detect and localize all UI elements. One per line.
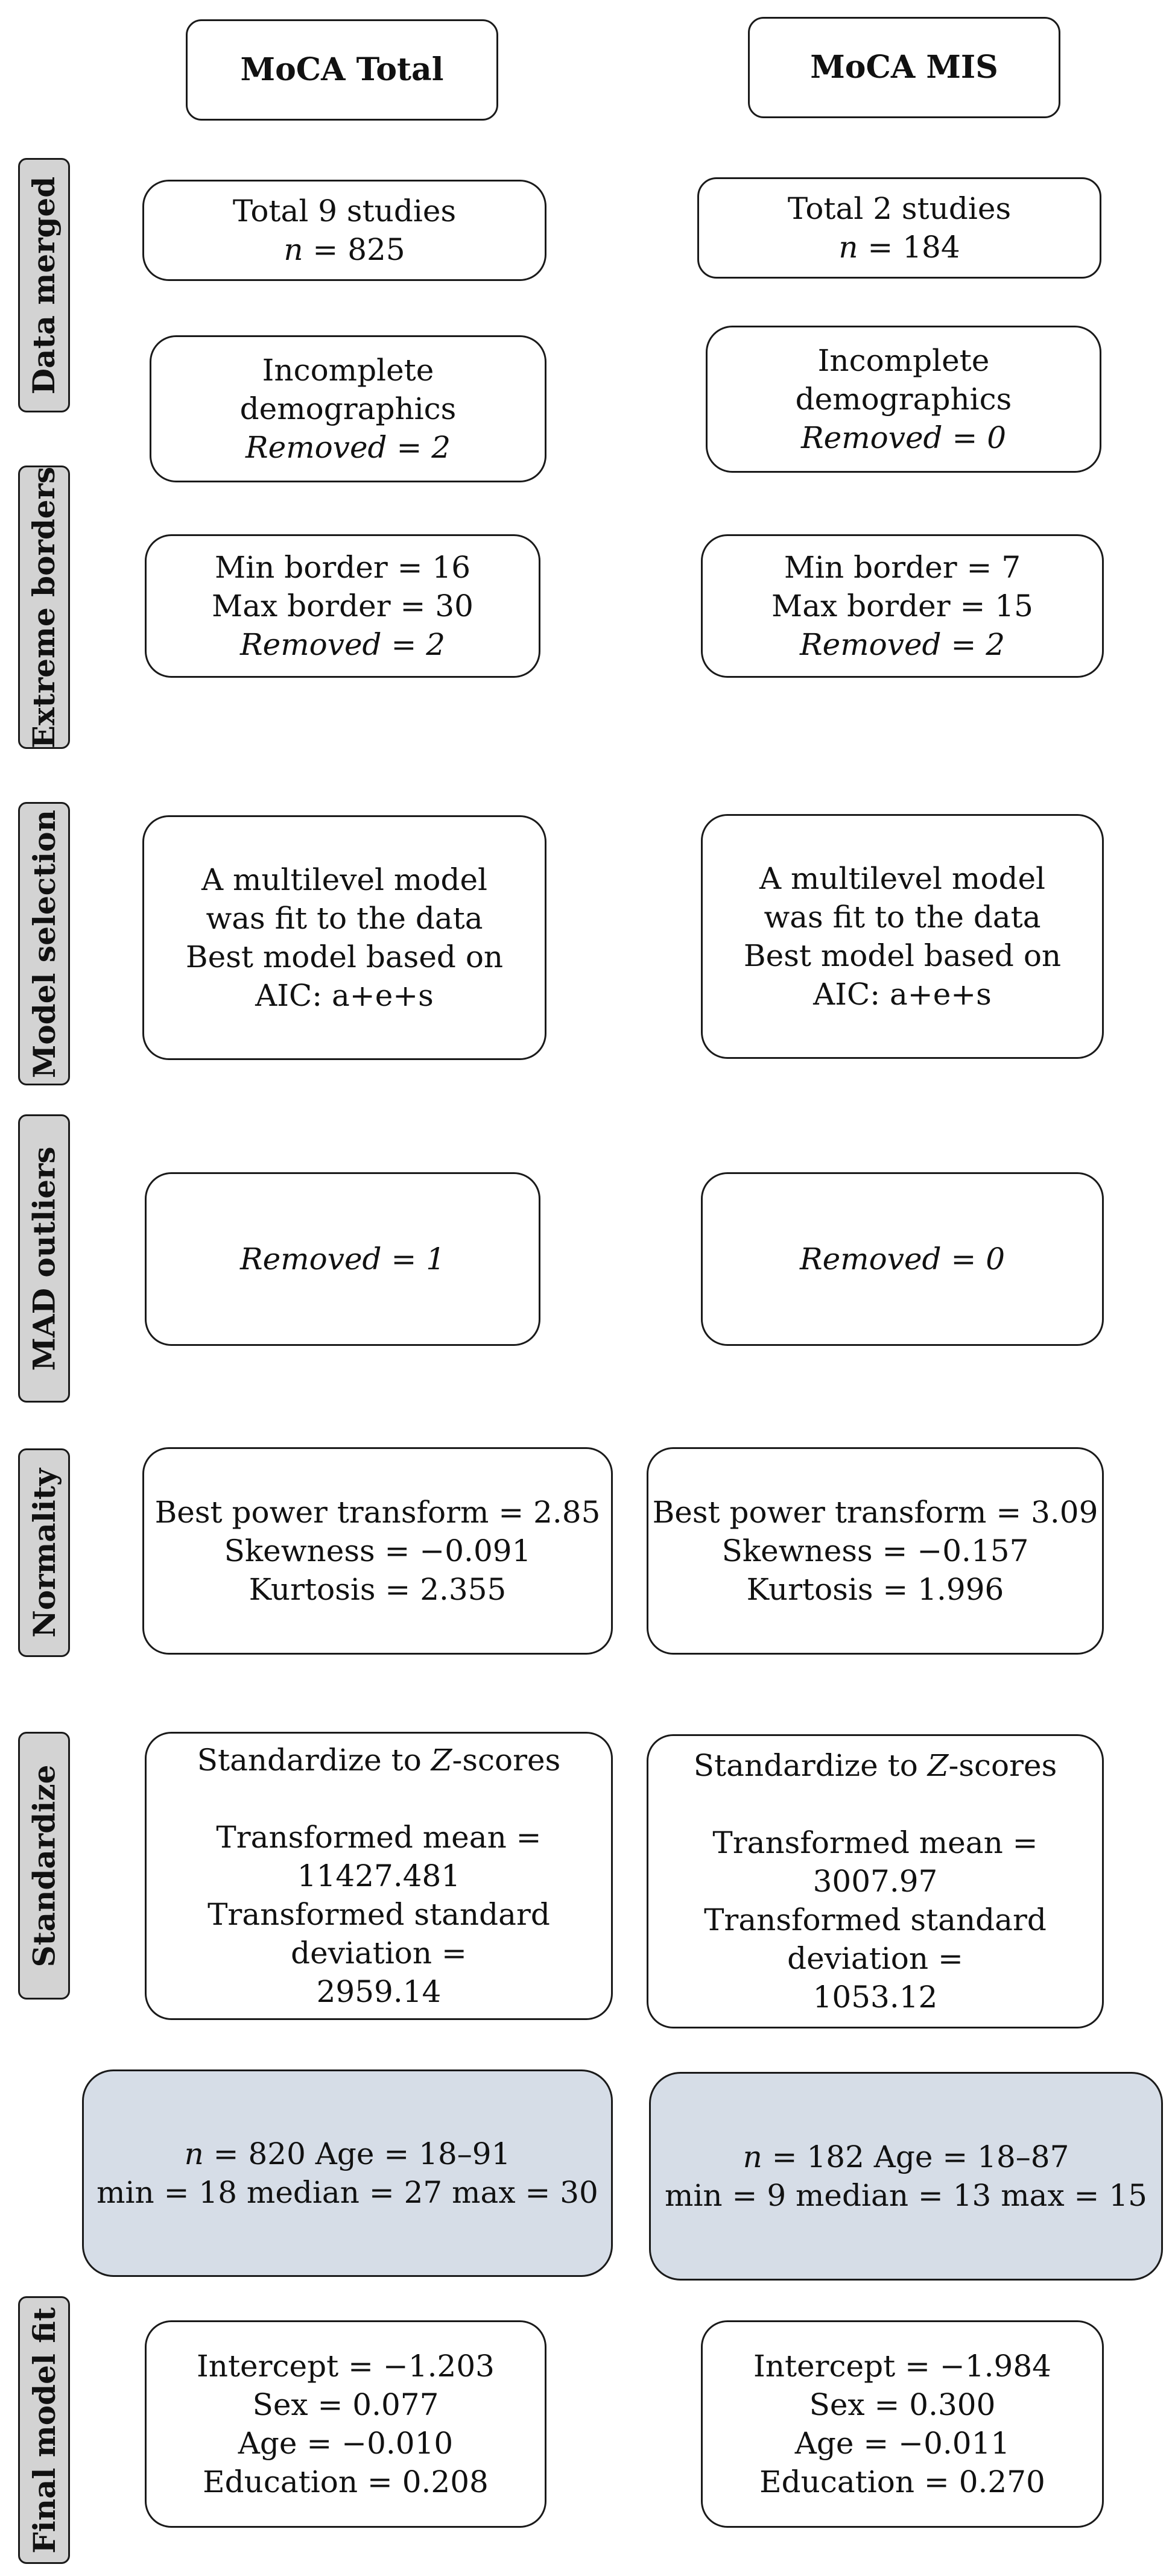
mis-borders-removed: Removed = 2 (799, 627, 1006, 662)
mis-model-box (701, 814, 1104, 1059)
mis-sd-label2: deviation = (787, 1941, 963, 1976)
mis-standardize-title: Standardize to Z-scores (693, 1748, 1057, 1783)
total-borders-removed: Removed = 2 (239, 627, 446, 662)
total-model-line2: was fit to the data (206, 901, 483, 936)
total-model-line4: AIC: a+e+s (255, 978, 434, 1013)
total-intercept: Intercept = −1.203 (197, 2349, 495, 2384)
mis-standardize-box (647, 1734, 1104, 2028)
side-label-mad-outliers (18, 1114, 70, 1403)
mis-power-transform: Best power transform = 3.09 (652, 1495, 1098, 1530)
total-normality-box (142, 1447, 613, 1655)
mis-n-text: n = 184 (838, 230, 960, 265)
total-borders-box (145, 534, 540, 678)
total-mean-value: 11427.481 (297, 1858, 461, 1893)
side-label-model-selection (18, 802, 70, 1085)
mis-max-border: Max border = 15 (771, 589, 1033, 623)
mis-incomplete-line2: demographics (795, 382, 1012, 417)
total-standardize-box (145, 1732, 613, 2020)
header-moca-total (186, 19, 498, 121)
total-mean-label: Transformed mean = (216, 1820, 542, 1855)
mis-studies-text: Total 2 studies (787, 191, 1012, 226)
total-summary-line2: min = 18 median = 27 max = 30 (97, 2175, 598, 2210)
side-label-extreme-borders (18, 466, 70, 749)
total-data-merged-box (142, 180, 546, 281)
mis-skewness: Skewness = −0.157 (721, 1533, 1029, 1568)
total-education: Education = 0.208 (203, 2464, 489, 2499)
side-label-normality-text: Normality (26, 1468, 62, 1638)
side-label-final-model-fit (18, 2296, 70, 2564)
side-label-data-merged (18, 158, 70, 412)
total-summary-box (82, 2069, 613, 2277)
total-incomplete-line1: Incomplete (262, 353, 434, 388)
mis-incomplete-line1: Incomplete (817, 343, 990, 378)
spacer (374, 1779, 384, 1818)
side-label-standardize (18, 1732, 70, 2000)
total-model-line1: A multilevel model (201, 862, 488, 897)
side-label-mad-outliers-text: MAD outliers (26, 1146, 62, 1371)
total-skewness: Skewness = −0.091 (224, 1533, 531, 1568)
spacer (870, 1785, 880, 1823)
total-age: Age = −0.010 (238, 2426, 454, 2461)
mis-summary-line2: min = 9 median = 13 max = 15 (665, 2178, 1147, 2213)
mis-incomplete-removed: Removed = 0 (800, 420, 1007, 455)
total-incomplete-box (150, 335, 546, 482)
mis-final-box (701, 2320, 1104, 2528)
mis-mean-value: 3007.97 (812, 1864, 938, 1899)
total-kurtosis: Kurtosis = 2.355 (249, 1572, 507, 1607)
mis-incomplete-box (706, 326, 1101, 473)
side-label-model-selection-text: Model selection (26, 809, 62, 1078)
mis-mean-label: Transformed mean = (712, 1825, 1038, 1860)
mis-borders-box (701, 534, 1104, 678)
mis-mad-box (701, 1172, 1104, 1346)
total-n-text: n = 825 (283, 232, 405, 267)
total-mad-box (145, 1172, 540, 1346)
mis-summary-box (649, 2072, 1163, 2281)
total-standardize-title: Standardize to Z-scores (197, 1743, 561, 1778)
total-sd-label1: Transformed standard (207, 1897, 550, 1932)
mis-model-line2: was fit to the data (764, 900, 1041, 935)
total-model-box (142, 815, 546, 1060)
side-label-standardize-text: Standardize (26, 1764, 62, 1967)
header-moca-mis-label: MoCA MIS (810, 49, 998, 86)
total-incomplete-removed: Removed = 2 (245, 430, 451, 465)
total-studies-text: Total 9 studies (232, 194, 457, 229)
mis-model-line4: AIC: a+e+s (813, 977, 992, 1012)
mis-model-line3: Best model based on (743, 938, 1062, 973)
mis-sd-value: 1053.12 (812, 1980, 938, 2015)
total-min-border: Min border = 16 (214, 550, 471, 585)
mis-sex: Sex = 0.300 (809, 2387, 996, 2422)
mis-model-line1: A multilevel model (759, 861, 1046, 896)
mis-sd-label1: Transformed standard (704, 1902, 1047, 1937)
side-label-final-model-fit-text: Final model fit (26, 2306, 62, 2554)
mis-data-merged-box (697, 177, 1101, 279)
mis-summary-line1: n = 182 Age = 18–87 (743, 2139, 1069, 2174)
mis-intercept: Intercept = −1.984 (753, 2349, 1051, 2384)
side-label-extreme-borders-text: Extreme borders (26, 466, 62, 748)
mis-normality-box (647, 1447, 1104, 1655)
total-mad-removed: Removed = 1 (239, 1242, 446, 1277)
total-max-border: Max border = 30 (212, 589, 473, 623)
total-summary-line1: n = 820 Age = 18–91 (184, 2136, 511, 2171)
mis-mad-removed: Removed = 0 (799, 1242, 1006, 1277)
total-sd-value: 2959.14 (316, 1974, 442, 2009)
total-sd-label2: deviation = (291, 1936, 467, 1971)
side-label-data-merged-text: Data merged (26, 176, 62, 394)
total-power-transform: Best power transform = 2.85 (154, 1495, 601, 1530)
mis-kurtosis: Kurtosis = 1.996 (746, 1572, 1004, 1607)
mis-education: Education = 0.270 (759, 2464, 1045, 2499)
total-model-line3: Best model based on (185, 939, 504, 974)
side-label-normality (18, 1448, 70, 1657)
header-moca-total-label: MoCA Total (240, 51, 444, 88)
total-final-box (145, 2320, 546, 2528)
header-moca-mis (748, 17, 1060, 118)
total-incomplete-line2: demographics (239, 391, 457, 426)
total-sex: Sex = 0.077 (252, 2387, 439, 2422)
mis-min-border: Min border = 7 (784, 550, 1021, 585)
mis-age: Age = −0.011 (794, 2426, 1010, 2461)
